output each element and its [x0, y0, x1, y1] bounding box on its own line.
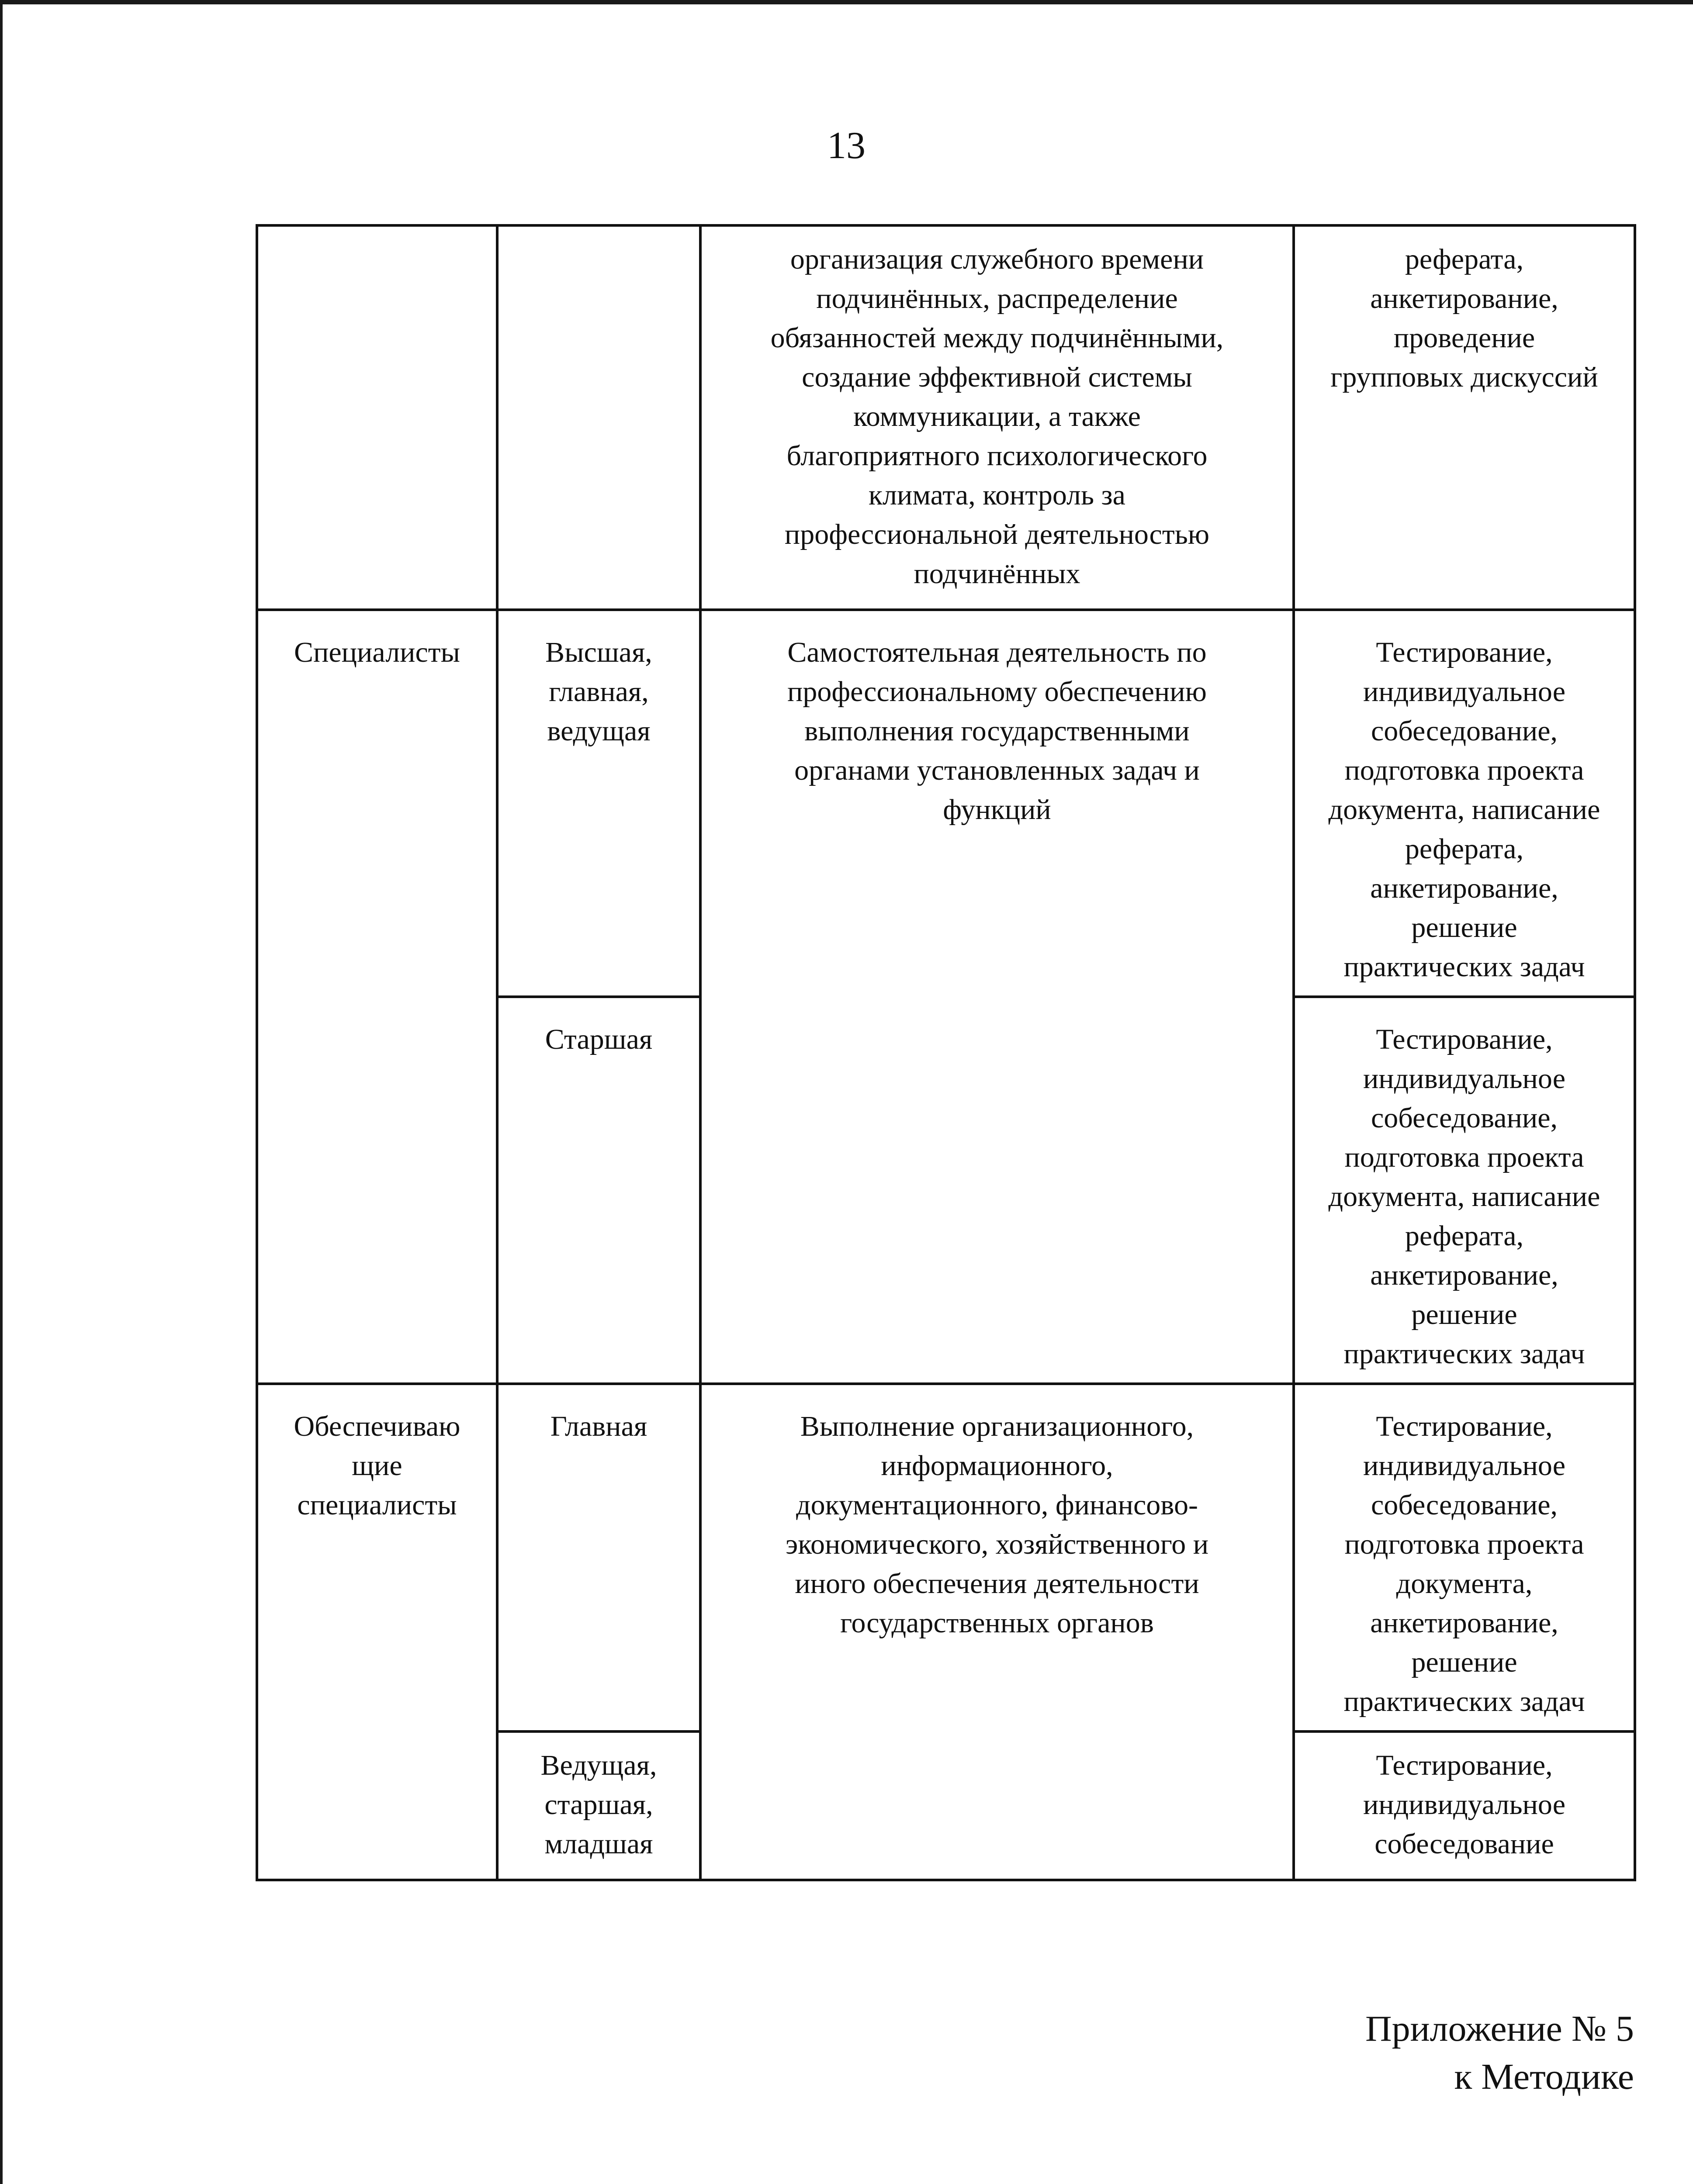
- description-text: организация служебного времени подчинённых, распределение обязанностей между подчинёнными, создание эффективной системы коммуникации, а также благоприятного психологического климата, контроль за профессиональной деятельностью подчинённых: [770, 243, 1224, 590]
- category-text: Обеспечиваю щие специалисты: [294, 1410, 460, 1521]
- methods-text: Тестирование, индивидуальное собеседование, подготовка проекта документа, анкетирование, решение практических задач: [1343, 1410, 1585, 1717]
- group-cell: [497, 997, 700, 1384]
- table-row: [257, 1384, 1635, 1731]
- description-cell: [700, 225, 1294, 610]
- methods-text: Тестирование, индивидуальное собеседование, подготовка проекта документа, написание реферата, анкетирование, решение практических задач: [1328, 1023, 1600, 1370]
- description-cell: [700, 610, 1294, 1384]
- methods-cell: [1294, 997, 1635, 1384]
- category-cell: [257, 225, 497, 610]
- group-text: Старшая: [545, 1023, 653, 1055]
- scan-edge-top: [0, 0, 1693, 4]
- group-text: Ведущая, старшая, младшая: [540, 1749, 657, 1860]
- methods-cell: [1294, 225, 1635, 610]
- group-cell: [497, 225, 700, 610]
- appendix-note: [1365, 2005, 1634, 2101]
- category-cell: [257, 1384, 497, 1880]
- scan-edge-left: [0, 0, 3, 2184]
- category-cell: [257, 610, 497, 1384]
- table-row: [257, 610, 1635, 997]
- page-number: 13: [827, 124, 866, 167]
- methods-cell: [1294, 1731, 1635, 1880]
- group-cell: [497, 1731, 700, 1880]
- methods-text: Тестирование, индивидуальное собеседование, подготовка проекта документа, написание реферата, анкетирование, решение практических задач: [1328, 636, 1600, 983]
- methods-text: Тестирование, индивидуальное собеседование: [1363, 1749, 1566, 1860]
- group-text: Высшая, главная, ведущая: [545, 636, 652, 747]
- table-row: [257, 225, 1635, 610]
- methods-cell: [1294, 610, 1635, 997]
- group-text: Главная: [550, 1410, 647, 1442]
- methods-text: реферата, анкетирование, проведение групповых дискуссий: [1330, 243, 1598, 393]
- appendix-line-2: к Методике: [1454, 2056, 1634, 2097]
- description-text: Самостоятельная деятельность по профессиональному обеспечению выполнения государственными органами установленных задач и функций: [787, 636, 1207, 826]
- qualification-table: [256, 224, 1636, 1881]
- group-cell: [497, 610, 700, 997]
- description-text: Выполнение организационного, информационного, документационного, финансово- экономического, хозяйственного и иного обеспечения деятельности государственных органов: [785, 1410, 1209, 1639]
- methods-cell: [1294, 1384, 1635, 1731]
- appendix-line-1: Приложение № 5: [1365, 2008, 1634, 2049]
- group-cell: [497, 1384, 700, 1731]
- description-cell: [700, 1384, 1294, 1880]
- category-text: Специалисты: [294, 636, 460, 668]
